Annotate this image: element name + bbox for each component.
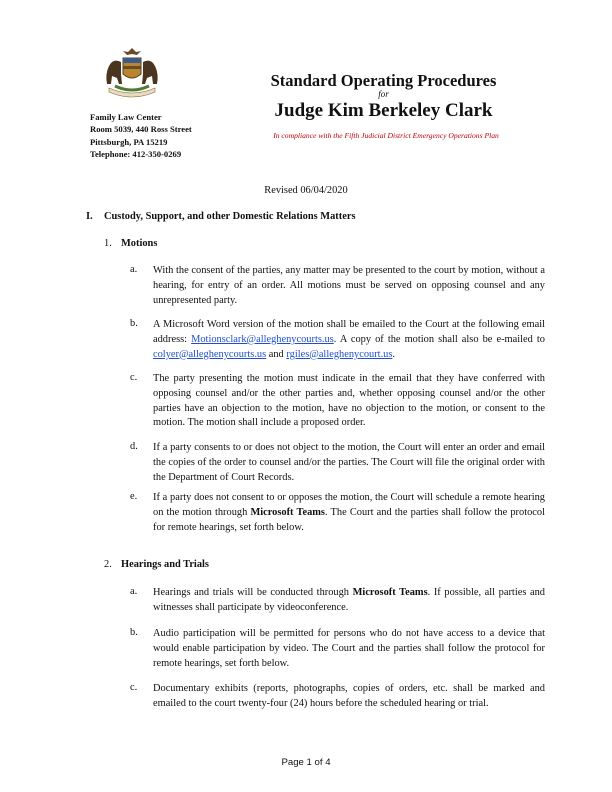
office-address (90, 111, 192, 160)
pennsylvania-seal-logo (95, 46, 169, 98)
teams-bold: Microsoft Teams (250, 506, 325, 518)
page-number: Page 1 of 4 (281, 757, 331, 768)
item-letter: a. (130, 586, 138, 597)
hearings-item-c: Documentary exhibits (reports, photographs, copies of orders, etc. shall be marked and emailed to the court twenty-four (24) hours before the scheduled hearing or trial. (153, 683, 545, 709)
section-numeral: I. (86, 211, 93, 222)
hearings-heading: Hearings and Trials (121, 559, 209, 570)
motions-heading: Motions (121, 238, 158, 249)
text-span: If a party does not consent to or opposes the motion, the Court will schedule a remote hearing on the motion through (153, 492, 545, 518)
item-letter: a. (130, 264, 138, 275)
text-span: . (392, 348, 396, 360)
section-title: Custody, Support, and other Domestic Relations Matters (104, 211, 356, 222)
motions-number: 1. (104, 238, 112, 249)
motions-item-d: If a party consents to or does not object to the motion, the Court will enter an order and email the copies of the order to counsel and/or the parties. The Court will file the original order with the Department of Court Records. (153, 442, 545, 483)
office-phone: Telephone: 412-350-0269 (90, 148, 182, 159)
item-letter: d. (130, 441, 138, 452)
text-span: Hearings and trials will be conducted through (153, 587, 353, 598)
text-span: . If possible, all parties and witnesses shall participate by videoconference. (153, 587, 545, 613)
item-letter: c. (130, 372, 138, 383)
compliance-note: In compliance with the Fifth Judicial District Emergency Operations Plan (273, 131, 499, 140)
office-name: Family Law Center (90, 112, 162, 122)
motions-item-c: The party presenting the motion must indicate in the email that they have conferred with opposing counsel and/or the other parties and, whether opposing counsel and/or the other parties have an objection to the motion, have no objection to the motion, or consent to the motion. The motion shall include a proposed order. (153, 373, 545, 429)
hearings-item-a (153, 586, 545, 616)
colyer-email-link[interactable]: colyer@alleghenycourts.us (153, 348, 267, 360)
item-letter: b. (130, 318, 138, 329)
item-letter: e. (130, 491, 138, 502)
item-letter: b. (130, 627, 138, 638)
office-city: Pittsburgh, PA 15219 (90, 136, 168, 147)
motions-item-b (153, 318, 545, 362)
office-room: Room 5039, 440 Ross Street (90, 124, 192, 135)
text-span: . A copy of the motion shall also be e-mailed to (333, 333, 545, 345)
teams-bold: Microsoft Teams (352, 587, 428, 598)
motions-item-a: With the consent of the parties, any matter may be presented to the court by motion, without a hearing, for entry of an order. All motions must be served on opposing counsel and any unrepresented party. (153, 265, 545, 306)
revised-date: Revised 06/04/2020 (264, 185, 348, 196)
text-span: A Microsoft Word version of the motion shall be emailed to the Court at the following email address: (153, 319, 545, 345)
document-title: Standard Operating Procedures (270, 71, 497, 90)
rgiles-email-link[interactable]: rgiles@alleghenycourt.us (286, 348, 393, 360)
title-for: for (378, 89, 389, 99)
hearings-number: 2. (104, 559, 112, 570)
hearings-item-b: Audio participation will be permitted for persons who do not have access to a device that would enable participation by video. The Court and the parties shall follow the protocol for remote hearings, set forth below. (153, 628, 545, 669)
item-letter: c. (130, 682, 138, 693)
text-span: and (266, 348, 287, 360)
motions-item-e (153, 491, 545, 535)
judge-name: Judge Kim Berkeley Clark (274, 100, 493, 121)
text-span: . The Court and the parties shall follow the protocol for remote hearings, set forth below. (153, 506, 545, 533)
motions-email-link[interactable]: Motionsclark@alleghenycourts.us (191, 333, 334, 345)
